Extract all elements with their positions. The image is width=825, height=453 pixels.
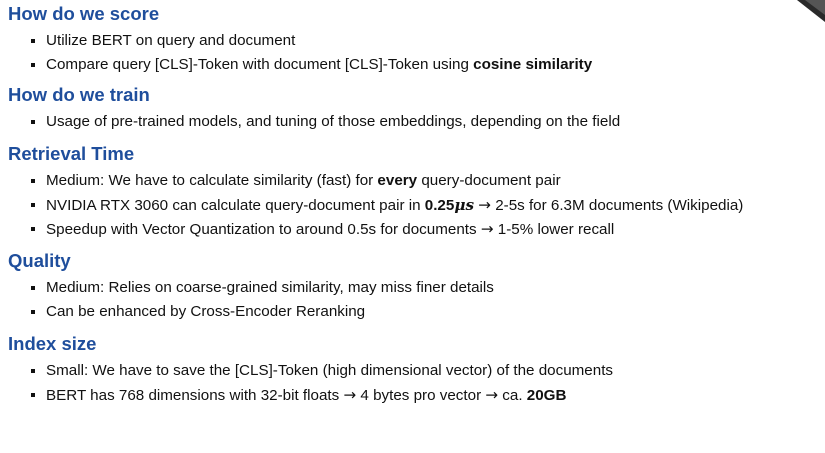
- bullet-item: [8, 217, 820, 241]
- bold-number: 0.25: [424, 197, 455, 214]
- bullet-item: [8, 276, 820, 300]
- section-training: [8, 83, 820, 134]
- bullet-text: Medium: Relies on coarse-grained similarity, may miss finer details: [46, 279, 494, 296]
- bullet-item: [8, 169, 820, 193]
- bullet-list: [8, 276, 820, 324]
- bullet-text: BERT has 768 dimensions with 32-bit floats: [46, 387, 344, 404]
- bullet-item: [8, 53, 820, 77]
- bullet-text: 1-5% lower recall: [493, 221, 615, 238]
- bullet-text: NVIDIA RTX 3060 can calculate query-document pair in: [46, 197, 425, 214]
- bold-text: 20GB: [526, 387, 567, 404]
- bullet-list: [8, 359, 820, 407]
- bullet-item: [8, 300, 820, 324]
- bullet-text: Usage of pre-trained models, and tuning of those embeddings, depending on the field: [46, 113, 621, 130]
- bullet-list: [8, 169, 820, 241]
- section-heading: Retrieval Time: [8, 143, 135, 164]
- section-quality: [8, 249, 820, 324]
- bold-text: every: [377, 172, 418, 189]
- bullet-text: Utilize BERT on query and document: [46, 32, 296, 49]
- section-index-size: [8, 332, 820, 407]
- bullet-text: Small: We have to save the [CLS]-Token (high dimensional vector) of the documents: [46, 362, 614, 379]
- bullet-text: 2-5s for 6.3M documents (Wikipedia): [490, 197, 744, 214]
- bullet-list: [8, 29, 820, 77]
- bullet-item: [8, 359, 820, 383]
- section-scoring: [8, 2, 820, 77]
- arrow-right-icon: →: [480, 220, 494, 238]
- slide-content: [8, 2, 820, 407]
- bullet-list: [8, 110, 820, 134]
- unit-text: μs: [454, 196, 474, 214]
- section-heading: How do we score: [8, 3, 160, 24]
- bullet-text: ca.: [498, 387, 527, 404]
- bullet-item: [8, 193, 820, 217]
- bullet-text: query-document pair: [417, 172, 561, 189]
- bullet-item: [8, 383, 820, 407]
- bullet-text: Compare query [CLS]-Token with document [CLS]-Token using: [46, 56, 474, 73]
- section-heading: Quality: [8, 250, 71, 271]
- arrow-right-icon: →: [478, 196, 491, 214]
- bullet-text: 4 bytes pro vector: [356, 387, 486, 404]
- arrow-right-icon: →: [343, 386, 357, 404]
- bullet-text: Speedup with Vector Quantization to around 0.5s for documents: [46, 221, 481, 238]
- bullet-item: [8, 110, 820, 134]
- section-heading: How do we train: [8, 84, 150, 105]
- bold-text: cosine similarity: [473, 56, 593, 73]
- arrow-right-icon: →: [485, 386, 499, 404]
- bullet-text: Can be enhanced by Cross-Encoder Reranking: [46, 303, 366, 320]
- section-retrieval-time: [8, 142, 820, 241]
- bullet-item: [8, 29, 820, 53]
- section-heading: Index size: [8, 333, 97, 354]
- bullet-text: Medium: We have to calculate similarity (fast) for: [46, 172, 378, 189]
